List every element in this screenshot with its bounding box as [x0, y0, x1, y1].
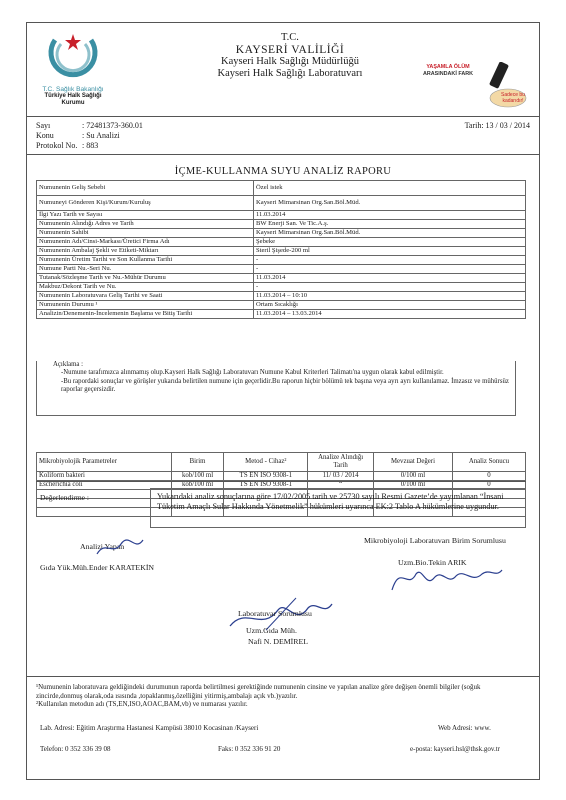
document-header-title: [150, 32, 430, 80]
explanation-box: [36, 361, 516, 416]
sample-info-value: -: [254, 283, 526, 292]
lab-head-role: Laboratuvar Sorumlusu: [238, 609, 312, 618]
analysis-cell: “: [308, 481, 374, 490]
sample-info-label: Makbuz/Dekont Tarih ve Nu.: [37, 283, 254, 292]
sample-info-table: [36, 180, 526, 319]
sample-info-row: [37, 265, 526, 274]
analyst-role: Analizi Yapan: [80, 542, 125, 551]
agency-name-line2: Kurumu: [61, 100, 85, 106]
sayi-label: Sayı: [36, 121, 51, 130]
syringe-bottle-icon: [474, 62, 530, 112]
sample-info-value: Steril Şişede-200 ml: [254, 247, 526, 256]
sample-info-value: Kayseri Mimarsinan Org.San.Böl.Müd.: [254, 196, 526, 211]
analysis-cell: 11/ 03 / 2014: [308, 472, 374, 481]
sample-info-label: Numunenin Üretim Tarihi ve Son Kullanma Tarihi: [37, 256, 254, 265]
konu-value: : Su Analizi: [82, 131, 120, 140]
sample-info-row: [37, 220, 526, 229]
analysis-cell: TS EN ISO 9308-1: [224, 472, 308, 481]
sample-info-row: [37, 283, 526, 292]
phone: Telefon: 0 352 336 39 08: [40, 745, 111, 753]
report-date: Tarih: 13 / 03 / 2014: [464, 121, 530, 130]
agency-name-line1: Türkiye Halk Sağlığı: [44, 93, 102, 99]
header-tc: T.C.: [281, 32, 299, 43]
sample-info-label: Numunenin Durumu ¹: [37, 301, 254, 310]
analysis-header-cell: Analiz Sonucu: [452, 453, 525, 472]
footer-divider: [26, 676, 540, 677]
protokol-label: Protokol No.: [36, 141, 78, 150]
email: e-posta: kayseri.hsl@thsk.gov.tr: [410, 745, 500, 753]
lab-head-title: Uzm.Gıda Müh.: [246, 626, 297, 635]
explanation-line1: -Numune tarafımızca alınmamış olup.Kayseri Halk Sağlığı Laboratuvarı Numune Kabul Kriterleri Talimatı'na uygun olarak kabul edilmiştir.: [61, 369, 444, 377]
sample-info-value: Ortam Sıcaklığı: [254, 301, 526, 310]
konu-label: Konu: [36, 131, 54, 140]
sample-info-label: Numunenin Adı/Cinsi-Markası/Üretici Firma Adı: [37, 238, 254, 247]
sayi-value: : 72481373-360.01: [82, 121, 143, 130]
footnote-1: ¹Numunenin laboratuvara geldiğindeki durumunun raporda belirtilmesi gerektiğinde numunenin cinsine ve yapılan analize göre değişen önemli bilgiler (soğuk zincirde,donmuş olarak,oda ısısında ,topaklanmış,özelliğini yitirmiş,ambalajı açık vb.)yazılır.: [36, 683, 481, 700]
sample-info-label: Analizin/Denemenin-İncelemenin Başlama ve Bitiş Tarihi: [37, 310, 254, 319]
sample-info-label: Numunenin Sahibi: [37, 229, 254, 238]
sample-info-value: 11.03.2014 – 10:10: [254, 292, 526, 301]
sample-info-row: [37, 247, 526, 256]
analysis-cell: 0/100 ml: [374, 472, 453, 481]
explanation-title: Açıklama :: [53, 361, 84, 368]
sample-info-value: Şebeke: [254, 238, 526, 247]
sample-info-value: -: [254, 265, 526, 274]
sample-info-label: Numunenin Ambalaj Şekli ve Etiketi-Miktarı: [37, 247, 254, 256]
micro-lab-name: Uzm.Bio.Tekin ARIK: [398, 558, 467, 567]
analysis-header-cell: Mikrobiyolojik Parametreler: [37, 453, 172, 472]
sample-info-label: Numunenin Laboratuvara Geliş Tarihi ve Saati: [37, 292, 254, 301]
analyst-signature-icon: [95, 536, 145, 560]
header-directorate: Kayseri Halk Sağlığı Müdürlüğü: [221, 56, 359, 67]
header-divider: [26, 116, 540, 117]
sample-info-row: [37, 196, 526, 211]
analyst-name: Gıda Yük.Müh.Ender KARATEKİN: [40, 563, 155, 572]
campaign-bubble-line1: Sadece bu: [501, 92, 525, 98]
ministry-name: T.C. Sağlık Bakanlığı: [42, 86, 104, 93]
document-meta: [36, 121, 143, 151]
analysis-cell: kob/100 ml: [171, 472, 224, 481]
sample-info-label: Numune Parti Nu.-Seri Nu.: [37, 265, 254, 274]
sample-info-label: Numuneyi Gönderen Kişi/Kurum/Kuruluş: [37, 196, 254, 211]
analysis-header-cell: Metod - Cihaz²: [224, 453, 308, 472]
analysis-cell: kob/100 ml: [171, 481, 224, 490]
footnote-2: ²Kullanılan metodun adı (TS,EN,ISO,AOAC,BAM,vb) ve numarası yazılır.: [36, 700, 248, 708]
sample-info-label: İlgi Yazı Tarih ve Sayısı: [37, 211, 254, 220]
sample-info-label: Tutanak/Sözleşme Tarih ve Nu.-Mühür Durumu: [37, 274, 254, 283]
micro-lab-signature-icon: [386, 560, 506, 596]
micro-lab-role: Mikrobiyoloji Laboratuvarı Birim Sorumlusu: [364, 536, 506, 545]
sample-info-row: [37, 256, 526, 265]
sample-info-value: Özel istek: [254, 181, 526, 196]
header-valilik: KAYSERİ VALİLİĞİ: [235, 44, 345, 56]
analysis-cell: 0: [452, 472, 525, 481]
ministry-emblem-icon: [33, 30, 113, 90]
campaign-bubble-line2: kadarıdır!: [502, 98, 524, 104]
analysis-divider: [36, 481, 526, 482]
header-laboratory: Kayseri Halk Sağlığı Laboratuvarı: [217, 68, 363, 79]
web-address: Web Adresi: www.: [438, 724, 491, 732]
analysis-row: [37, 472, 526, 481]
report-title: İÇME-KULLANMA SUYU ANALİZ RAPORU: [174, 166, 392, 177]
fax: Faks: 0 352 336 91 20: [218, 745, 281, 753]
analysis-cell: 0/100 ml: [374, 481, 453, 490]
sample-info-row: [37, 181, 526, 196]
sample-info-row: [37, 274, 526, 283]
sample-info-row: [37, 211, 526, 220]
sample-info-row: [37, 229, 526, 238]
lab-head-name: Nafi N. DEMİREL: [248, 637, 308, 646]
analysis-cell: TS EN ISO 9308-1: [224, 481, 308, 490]
footnotes: [36, 683, 526, 709]
analysis-header-cell: Analize Alındığı Tarih: [308, 453, 374, 472]
sample-info-value: 11.03.2014: [254, 274, 526, 283]
ministry-logo: [33, 30, 113, 110]
sample-info-row: [37, 292, 526, 301]
campaign-text-line2: ARASINDAKİ FARK: [422, 70, 473, 77]
analysis-header-cell: Mevzuat Değeri: [374, 453, 453, 472]
sample-info-value: 11.03.2014 – 13.03.2014: [254, 310, 526, 319]
analysis-cell: Escherichia coli: [37, 481, 172, 490]
evaluation-label: Değerlendirme :: [40, 493, 89, 502]
sample-info-value: 11.03.2014: [254, 211, 526, 220]
analysis-cell: Koliform bakteri: [37, 472, 172, 481]
analysis-cell: 0: [452, 481, 525, 490]
sample-info-label: Numunenin Geliş Sebebi: [37, 181, 254, 196]
protokol-value: : 883: [82, 141, 99, 150]
sample-info-label: Numunenin Alındığı Adres ve Tarih: [37, 220, 254, 229]
analysis-header-cell: Birim: [171, 453, 224, 472]
sample-info-value: Kayseri Mimarsinan Org.San.Böl.Müd.: [254, 229, 526, 238]
sample-info-row: [37, 310, 526, 319]
explanation-line2: -Bu rapordaki sonuçlar ve görüşler yukarıda belirtilen numune için geçerlidir.Bu raporun hiçbir bölümü tek başına veya ayrı ayrı kullanılamaz. İmzasız ve mühürsüz raporlar geçersizdir.: [61, 377, 509, 394]
lab-address: Lab. Adresi: Eğitim Araştırma Hastanesi Kampüsü 38010 Kocasinan /Kayseri: [40, 724, 259, 732]
sample-info-row: [37, 301, 526, 310]
sample-info-value: -: [254, 256, 526, 265]
meta-divider: [26, 154, 540, 155]
sample-info-value: BW Enerji San. Ve Tic.A.ş.: [254, 220, 526, 229]
evaluation-text: Yukarıdaki analiz sonuçlarına göre 17/02/2005 tarih ve 25730 sayılı Resmi Gazete’de yayımlanan “İnsani Tüketim Amaçlı Sular Hakkında Yönetmelik” hükümleri uyarınca EK:2 Tablo A hükümlerine uygundur.: [150, 488, 526, 528]
campaign-text-line1: YAŞAMLA ÖLÜM: [426, 64, 470, 70]
campaign-logo: [418, 62, 530, 114]
sample-info-row: [37, 238, 526, 247]
